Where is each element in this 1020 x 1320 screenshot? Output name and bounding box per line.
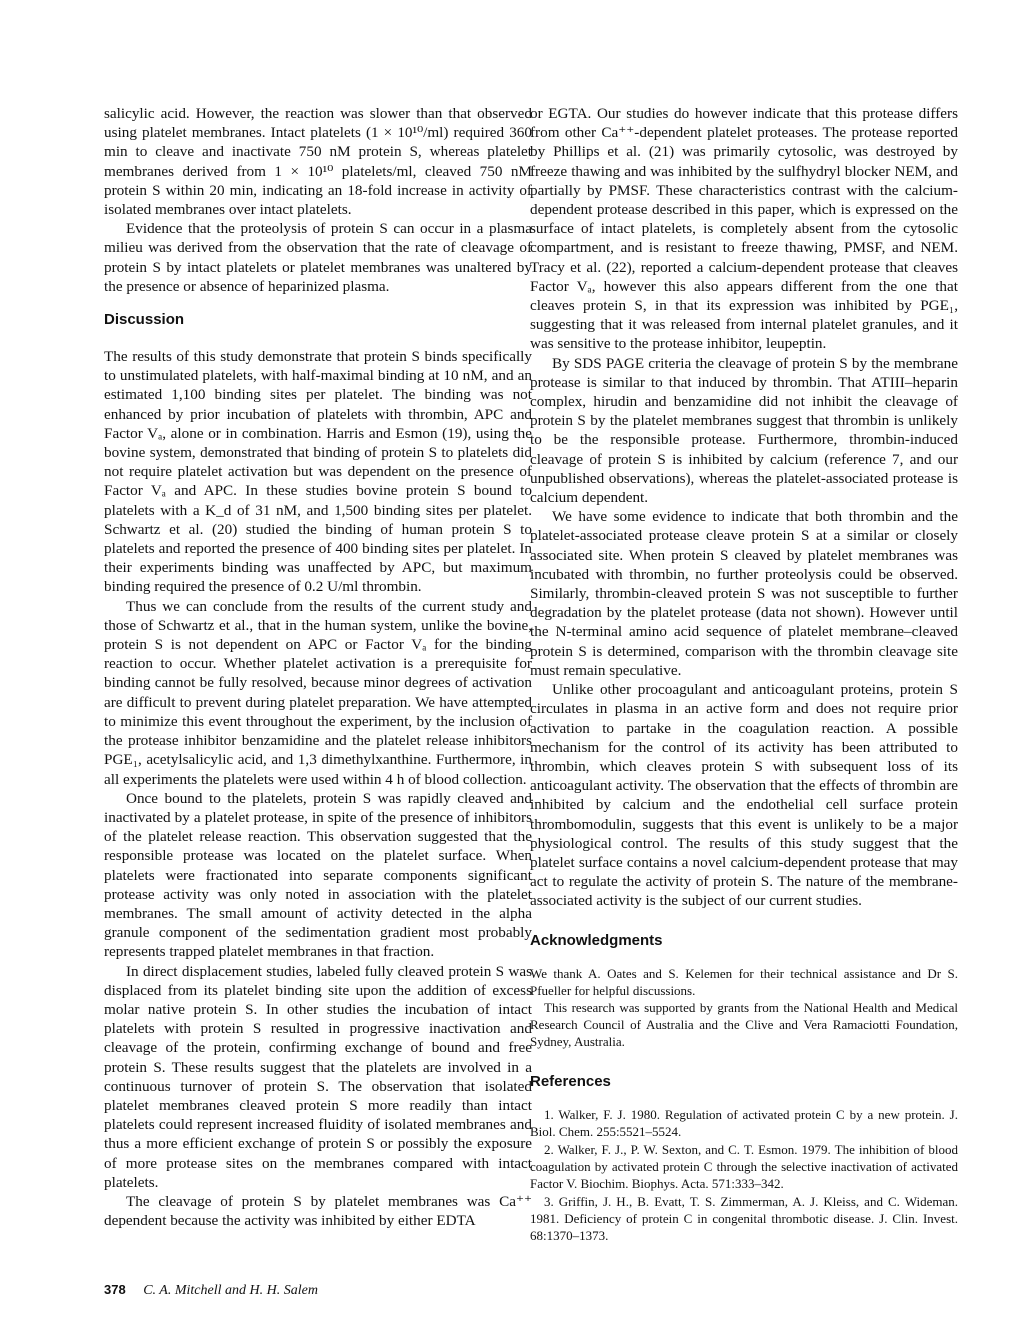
reference-item: 2. Walker, F. J., P. W. Sexton, and C. T. Esmon. 1979. The inhibition of blood coagulation by activated protein C through the selective inactivation of activated Factor V. Biochim. Biophys. Acta. 571:333–342. [530, 1141, 958, 1191]
left-column [104, 104, 532, 1230]
acknowledgment-paragraph: This research was supported by grants from the National Health and Medical Research Council of Australia and the Clive and Vera Ramaciotti Foundation, Sydney, Australia. [530, 999, 958, 1049]
page-number: 378 [104, 1282, 126, 1297]
section-heading-acknowledgments: Acknowledgments [530, 931, 663, 949]
right-column [530, 104, 958, 1245]
paragraph: By SDS PAGE criteria the cleavage of protein S by the membrane protease is similar to that induced by thrombin. That ATIII–heparin complex, hirudin and benzamidine did not inhibit the cleavage of protein S by the platelet membranes suggest that thrombin is unlikely to be the responsible protease. Furthermore, thrombin-induced cleavage of protein S is inhibited by calcium (reference 7, and our unpublished observations), whereas the platelet-associated protease is calcium dependent. [530, 354, 958, 507]
paragraph: The cleavage of protein S by platelet membranes was Ca⁺⁺ dependent because the activity was inhibited by either EDTA [104, 1192, 532, 1230]
reference-item: 3. Griffin, J. H., B. Evatt, T. S. Zimmerman, A. J. Kleiss, and C. Wideman. 1981. Deficiency of protein C in congenital thrombotic disease. J. Clin. Invest. 68:1370–1373. [530, 1193, 958, 1243]
section-heading-references: References [530, 1072, 611, 1090]
section-heading-discussion: Discussion [104, 311, 185, 329]
paragraph: or EGTA. Our studies do however indicate that this protease differs from other Ca⁺⁺-dependent platelet proteases. The protease reported by Phillips et al. (21) was primarily cytosolic, was destroyed by freeze thawing and was inhibited by the sulfhydryl blocker NEM, and partially by PMSF. These characteristics contrast with the calcium-dependent protease described in this paper, which is expressed on the surface of intact platelets, is completely absent from the cytosolic compartment, and is resistant to freeze thawing, PMSF, and NEM. Tracy et al. (22), reported a calcium-dependent protease that cleaves Factor Vₐ, however this also appears different from the one that cleaves protein S, in that its expression was inhibited by PGE₁, suggesting that it was released from internal platelet granules, and it was sensitive to the protease inhibitor, leupeptin. [530, 105, 958, 353]
paragraph: The results of this study demonstrate that protein S binds specifically to unstimulated platelets, with half-maximal binding at 10 nM, and an estimated 1,100 binding sites per platelet. The binding was not enhanced by prior incubation of platelets with thrombin, APC and Factor Vₐ, alone or in combination. Harris and Esmon (19), using the bovine system, demonstrated that binding of protein S to platelets did not require platelet activation but was dependent on the presence of Factor Vₐ and APC. In these studies bovine protein S bound to platelets with a K_d of 31 nM, and 1,500 binding sites per platelet. Schwartz et al. (20) studied the binding of human protein S to platelets and reported the presence of 400 binding sites per platelet. In their experiments binding was unaffected by APC, but maximum binding required the presence of 0.2 U/ml thrombin. [104, 348, 532, 596]
paragraph: Once bound to the platelets, protein S was rapidly cleaved and inactivated by a platelet protease, in spite of the presence of inhibitors of the platelet release reaction. This observation suggested that the responsible protease was located on the platelet surface. When platelets were fractionated into separate components significant protease activity was only noted in association with the platelet membranes. The small amount of activity detected in the alpha granule component of the sedimentation gradient most probably represents trapped platelet membranes in that fraction. [104, 789, 532, 961]
acknowledgment-paragraph: We thank A. Oates and S. Kelemen for their technical assistance and Dr S. Pfueller for helpful discussions. [530, 965, 958, 998]
page-footer [104, 1281, 318, 1300]
paragraph: Evidence that the proteolysis of protein S can occur in a plasma milieu was derived from the observation that the rate of cleavage of protein S by intact platelets or platelet membranes was unaltered by the presence or absence of heparinized plasma. [104, 220, 532, 295]
paragraph: We have some evidence to indicate that both thrombin and the platelet-associated protease cleave protein S at a similar or closely associated site. When protein S cleaved by platelet membranes was incubated with thrombin, no further proteolysis could be observed. Similarly, thrombin-cleaved protein S was not susceptible to further degradation by the platelet protease (data not shown). However until the N-terminal amino acid sequence of platelet membrane–cleaved protein S is determined, comparison with the thrombin cleavage site must remain speculative. [530, 508, 958, 679]
reference-item: 1. Walker, F. J. 1980. Regulation of activated protein C by a new protein. J. Biol. Chem. 255:5521–5524. [530, 1106, 958, 1139]
paragraph: Unlike other procoagulant and anticoagulant proteins, protein S circulates in plasma in an active form and does not require prior activation to partake in the coagulation reaction. A possible mechanism for the control of its activity has been attributed to thrombin, which cleaves protein S with subsequent loss of its anticoagulant activity. The observation that the effects of thrombin are inhibited by calcium and the endothelial cell surface protein thrombomodulin, suggests that this event is unlikely to be a major physiological control. The results of this study suggest that the platelet surface contains a novel calcium-dependent protease that may act to regulate the activity of protein S. The nature of the membrane-associated activity is the subject of our current studies. [530, 681, 958, 910]
reference-list [530, 1106, 958, 1244]
running-authors: C. A. Mitchell and H. H. Salem [143, 1283, 318, 1298]
paragraph: salicylic acid. However, the reaction was slower than that observed using platelet membranes. Intact platelets (1 × 10¹⁰/ml) required 360 min to cleave and inactivate 750 nM protein S, whereas platelet membranes derived from 1 × 10¹⁰ platelets/ml, cleaved 750 nM protein S within 20 min, indicating an 18-fold increase in activity of isolated membranes over intact platelets. [104, 105, 532, 219]
paragraph: In direct displacement studies, labeled fully cleaved protein S was displaced from its platelet binding site upon the addition of excess molar native protein S. In other studies the incubation of intact platelets with protein S resulted in progressive inactivation and cleavage of the protein, confirming exchange of bound and free protein S. These results suggest that the platelets are involved in a continuous turnover of protein S. The observation that isolated platelet membranes cleaved protein S more readily than intact platelets could represent increased fluidity of isolated membranes and thus a more efficient exchange of protein S or possibly the exposure of more protease sites on the membranes compared with intact platelets. [104, 962, 532, 1191]
paragraph: Thus we can conclude from the results of the current study and those of Schwartz et al., that in the human system, unlike the bovine, protein S is not dependent on APC or Factor Vₐ for the binding reaction to occur. Whether platelet activation is a prerequisite for binding cannot be fully resolved, because minor degrees of activation are difficult to prevent during platelet preparation. We have attempted to minimize this event throughout the experiment, by the inclusion of the protease inhibitor benzamidine and the platelet release inhibitors PGE₁, acetylsalicylic acid, and 1,3 dimethylxanthine. Furthermore, in all experiments the platelets were used within 4 h of blood collection. [104, 597, 532, 788]
